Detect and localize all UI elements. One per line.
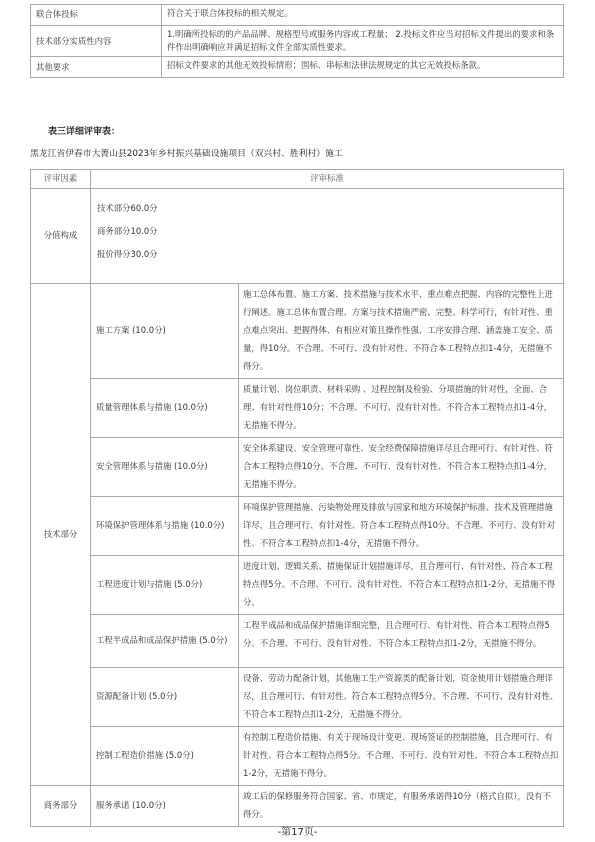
row-text: 招标文件要求的其他无效投标情形；围标、串标和法律法规规定的其它无效投标条款。: [162, 57, 564, 78]
business-section-label: 商务部分: [31, 785, 91, 826]
tech-section-label: 技术部分: [31, 284, 91, 786]
item-standard: 设备、劳动力配备计划，其他施工生产资源类的配备计划，资金使用计划措施合理详尽，且合理可行、有针对性、符合本工程特点得5分。不合理、不可行、没有针对性、不符合本工程特点扣1-2分，无措施不得分。: [239, 667, 564, 726]
score-composition-row: [31, 189, 564, 284]
table-row: [31, 378, 564, 437]
row-label: 其他要求: [31, 57, 162, 78]
section-title: 表三详细评审表：: [48, 127, 121, 137]
table-row: [31, 614, 564, 667]
item-standard: 工程半成品和成品保护措施详细完整，且合理可行、有针对性、符合本工程特点得5分。不合理、不可行、没有针对性、不符合本工程特点扣1-2分，无措施不得分。: [239, 614, 564, 667]
table-row: [31, 726, 564, 785]
item-name: 环境保护管理体系与措施 (10.0分): [91, 496, 239, 555]
page-number: -第17页-: [277, 827, 318, 838]
score-line-business: 商务部分10.0分: [97, 226, 158, 236]
item-name: 控制工程造价措施 (5.0分): [91, 726, 239, 785]
table-row: [31, 667, 564, 726]
score-line-tech: 技术部分60.0分: [97, 203, 158, 213]
project-title: 黑龙江省伊春市大箐山县2023年乡村振兴基础设施项目（双兴村、胜利村）施工: [30, 149, 343, 159]
item-standard: 环境保护管理措施、污染物处理及排放与国家和地方环境保护标准、技术及管理措施详尽，且合理可行、有针对性、符合本工程特点得10分。不合理、不可行、没有针对性、不符合本工程特点扣1-4分，无措施不得分。: [239, 496, 564, 555]
table-row: [31, 437, 564, 496]
header-factor: 评审因素: [31, 170, 91, 189]
item-name: 工程半成品和成品保护措施 (5.0分): [91, 614, 239, 667]
item-name: 工程进度计划与措施 (5.0分): [91, 555, 239, 614]
item-standard: 竣工后的保修服务符合国家、省、市规定，有服务承诺得10分（格式自拟），没有不得分。: [239, 785, 564, 826]
evaluation-table: [30, 169, 564, 827]
table-row: [31, 785, 564, 826]
table-row: [31, 26, 564, 57]
table-row: [31, 5, 564, 26]
requirements-table: [30, 4, 564, 78]
score-lines: [91, 189, 564, 284]
item-standard: 安全体系建设、安全管理可靠性、安全经费保障措施详尽且合理可行、有针对性、符合本工程特点得10分。不合理、不可行、没有针对性、不符合本工程特点扣1-4分，无措施不得分。: [239, 437, 564, 496]
item-standard: 施工总体布置、施工方案、技术措施与技术水平、重点难点把握、内容的完整性上进行阐述。施工总体布置合理、方案与技术措施严密、完整、科学可行，有针对性、重点难点突出、把握得体、有相应对策且操作性强、工序安排合理、涵盖施工安全、质量，得10分。不合理、不可行、没有针对性、不符合本工程特点扣1-4分，无措施不得分。: [239, 284, 564, 379]
item-standard: 质量计划、岗位职责、材料采购 、过程控制及检验、分项措施的针对性，全面、合理、有针对性得10分；不合理、不可行、没有针对性、不符合本工程特点扣1-4分，无措施不得分。: [239, 378, 564, 437]
table-header-row: [31, 170, 564, 189]
table-row: [31, 555, 564, 614]
row-text: 1.明确所投标的的产品品牌、规格型号或服务内容或工程量； 2.投标文件应当对招标文件提出的要求和条件作出明确响应并满足招标文件全部实质性要求。: [162, 26, 564, 57]
header-standard: 评审标准: [91, 170, 564, 189]
table-row: [31, 57, 564, 78]
row-label: 技术部分实质性内容: [31, 26, 162, 57]
item-standard: 有控制工程造价措施、有关于现场设计变更、现场签证的控制措施，且合理可行、有针对性、符合本工程特点得5分。不合理、不可行、没有针对性、不符合本工程特点扣1-2分，无措施不得分。: [239, 726, 564, 785]
item-name: 服务承诺 (10.0分): [91, 785, 239, 826]
table-row: [31, 496, 564, 555]
table-row: [31, 284, 564, 379]
item-name: 资源配备计划 (5.0分): [91, 667, 239, 726]
item-standard: 进度计划、逻辑关系、措施保证计划措施详尽，且合理可行、有针对性、符合本工程特点得5分。不合理、不可行、没有针对性、不符合本工程特点扣1-2分，无措施不得分。: [239, 555, 564, 614]
item-name: 质量管理体系与措施 (10.0分): [91, 378, 239, 437]
score-label: 分值构成: [31, 189, 91, 284]
score-line-price: 报价得分30.0分: [97, 249, 158, 259]
item-name: 安全管理体系与措施 (10.0分): [91, 437, 239, 496]
item-name: 施工方案 (10.0分): [91, 284, 239, 379]
row-text: 符合关于联合体投标的相关规定。: [162, 5, 564, 26]
row-label: 联合体投标: [31, 5, 162, 26]
